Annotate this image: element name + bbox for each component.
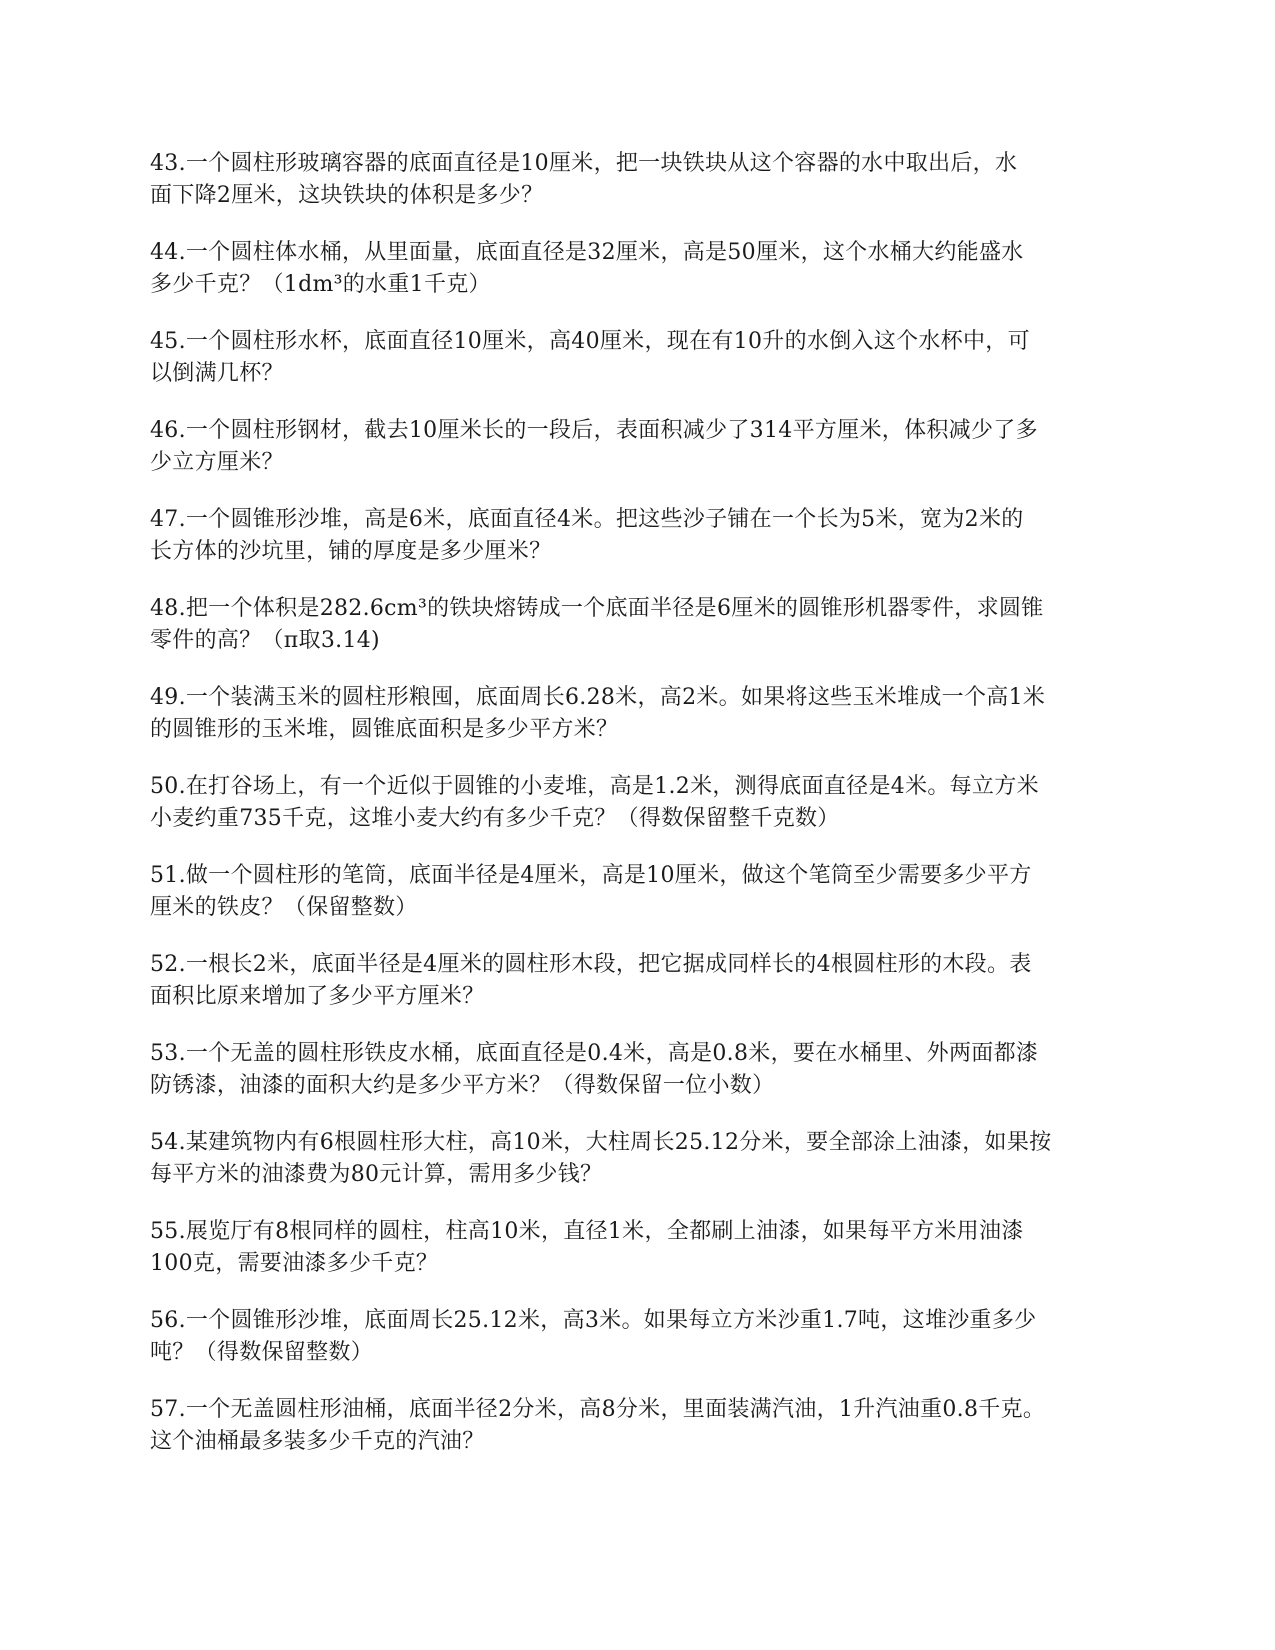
- problem-line: 以倒满几杯？: [150, 361, 284, 386]
- problem-54: [150, 1127, 1130, 1191]
- problem-line: 每平方米的油漆费为80元计算，需用多少钱？: [150, 1162, 603, 1187]
- problem-51: [150, 860, 1130, 924]
- problem-line: 48.把一个体积是282.6cm³的铁块熔铸成一个底面半径是6厘米的圆锥形机器零件，求圆锥: [150, 596, 1044, 621]
- problem-57: [150, 1394, 1130, 1458]
- problem-line: 52.一根长2米，底面半径是4厘米的圆柱形木段，把它据成同样长的4根圆柱形的木段。表: [150, 952, 1032, 977]
- problem-line: 45.一个圆柱形水杯，底面直径10厘米，高40厘米，现在有10升的水倒入这个水杯中，可: [150, 329, 1030, 354]
- problem-line: 100克，需要油漆多少千克？: [150, 1251, 439, 1276]
- problem-55: [150, 1216, 1130, 1280]
- problem-47: [150, 504, 1130, 568]
- problem-line: 53.一个无盖的圆柱形铁皮水桶，底面直径是0.4米，高是0.8米，要在水桶里、外两面都漆: [150, 1041, 1039, 1066]
- problem-line: 54.某建筑物内有6根圆柱形大柱，高10米，大柱周长25.12分米，要全部涂上油漆，如果按: [150, 1130, 1052, 1155]
- problem-43: [150, 148, 1130, 212]
- problem-line: 的圆锥形的玉米堆，圆锥底面积是多少平方米？: [150, 717, 619, 742]
- problem-line: 50.在打谷场上，有一个近似于圆锥的小麦堆，高是1.2米，测得底面直径是4米。每立方米: [150, 774, 1039, 799]
- problem-line: 长方体的沙坑里，铺的厚度是多少厘米？: [150, 539, 552, 564]
- problem-line: 49.一个装满玉米的圆柱形粮囤，底面周长6.28米，高2米。如果将这些玉米堆成一个高1米: [150, 685, 1046, 710]
- problem-48: [150, 593, 1130, 657]
- problem-line: 51.做一个圆柱形的笔筒，底面半径是4厘米，高是10厘米，做这个笔筒至少需要多少平方: [150, 863, 1032, 888]
- problem-56: [150, 1305, 1130, 1369]
- problem-line: 56.一个圆锥形沙堆，底面周长25.12米，高3米。如果每立方米沙重1.7吨，这堆沙重多少: [150, 1308, 1037, 1333]
- problem-49: [150, 682, 1130, 746]
- problem-line: 57.一个无盖圆柱形油桶，底面半径2分米，高8分米，里面装满汽油，1升汽油重0.8千克。: [150, 1397, 1046, 1422]
- problem-line: 44.一个圆柱体水桶，从里面量，底面直径是32厘米，高是50厘米，这个水桶大约能盛水: [150, 240, 1024, 265]
- problem-46: [150, 415, 1130, 479]
- problem-line: 吨？（得数保留整数）: [150, 1340, 374, 1365]
- problem-line: 少立方厘米？: [150, 450, 284, 475]
- problem-53: [150, 1038, 1130, 1102]
- problem-line: 43.一个圆柱形玻璃容器的底面直径是10厘米，把一块铁块从这个容器的水中取出后，水: [150, 151, 1018, 176]
- worksheet-page: [150, 148, 1130, 1483]
- problem-44: [150, 237, 1130, 301]
- problem-line: 面积比原来增加了多少平方厘米？: [150, 984, 485, 1009]
- problem-line: 小麦约重735千克，这堆小麦大约有多少千克？（得数保留整千克数）: [150, 806, 840, 831]
- problem-line: 零件的高？（π取3.14): [150, 628, 380, 653]
- problem-45: [150, 326, 1130, 390]
- problem-line: 多少千克？（1dm³的水重1千克）: [150, 272, 491, 297]
- problem-line: 47.一个圆锥形沙堆，高是6米，底面直径4米。把这些沙子铺在一个长为5米，宽为2米的: [150, 507, 1024, 532]
- problem-line: 厘米的铁皮？（保留整数）: [150, 895, 418, 920]
- problem-line: 面下降2厘米，这块铁块的体积是多少？: [150, 183, 544, 208]
- problem-line: 防锈漆，油漆的面积大约是多少平方米？（得数保留一位小数）: [150, 1073, 775, 1098]
- problem-line: 这个油桶最多装多少千克的汽油？: [150, 1429, 485, 1454]
- problem-line: 55.展览厅有8根同样的圆柱，柱高10米，直径1米，全都刷上油漆，如果每平方米用油漆: [150, 1219, 1024, 1244]
- problem-52: [150, 949, 1130, 1013]
- problem-line: 46.一个圆柱形钢材，截去10厘米长的一段后，表面积减少了314平方厘米，体积减少了多: [150, 418, 1038, 443]
- problem-50: [150, 771, 1130, 835]
